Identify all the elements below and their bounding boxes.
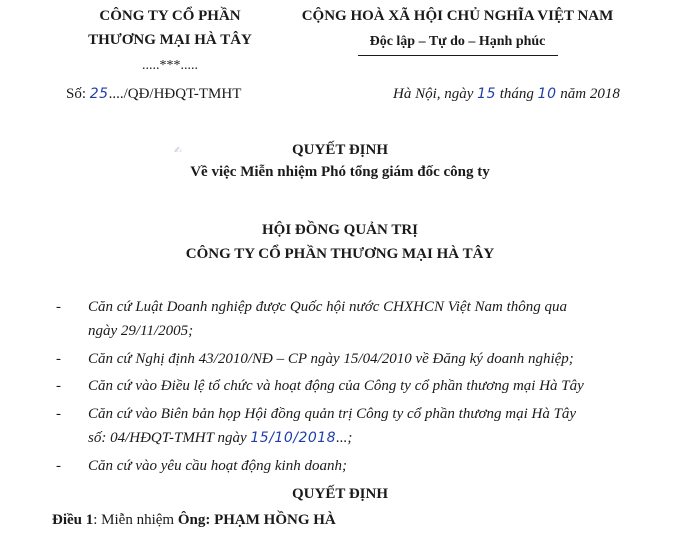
basis-dash-2: -	[56, 351, 61, 367]
company-name-line1: CÔNG TY CỔ PHẦN	[99, 8, 241, 24]
article-1-label: Điều 1	[52, 512, 94, 528]
motto-underline	[358, 55, 558, 56]
decision-subject: Về việc Miễn nhiệm Phó tổng giám đốc công ty	[190, 164, 490, 180]
article-1-target: Ông: PHẠM HỒNG HÀ	[177, 512, 336, 528]
basis-item-4-suffix: ...;	[336, 430, 353, 446]
basis-dash-1: -	[56, 299, 61, 315]
basis-item-4-prefix: số: 04/HĐQT-TMHT ngày	[88, 430, 251, 446]
date-year: năm 2018	[556, 86, 620, 102]
article-1-text: : Miễn nhiệm	[93, 512, 178, 528]
basis-dash-5: -	[56, 458, 61, 474]
basis-dash-4: -	[56, 406, 61, 422]
article-1	[52, 512, 336, 529]
faint-stamp-mark: ✍	[174, 146, 182, 156]
header-separator: .....***.....	[142, 58, 198, 73]
date-month-handwritten: 10	[537, 86, 557, 102]
decision-heading: QUYẾT ĐỊNH	[292, 486, 388, 502]
basis-item-1-line2: ngày 29/11/2005;	[88, 323, 194, 339]
board-company: CÔNG TY CỔ PHẦN THƯƠNG MẠI HÀ TÂY	[185, 246, 495, 262]
doc-number-suffix: ..../QĐ/HĐQT-TMHT	[108, 86, 242, 102]
document-number	[66, 86, 241, 103]
doc-number-handwritten: 25	[89, 86, 109, 102]
basis-item-5: Căn cứ vào yêu cầu hoạt động kinh doanh;	[88, 458, 347, 474]
decision-title: QUYẾT ĐỊNH	[292, 142, 388, 158]
date-month-prefix: tháng	[496, 86, 538, 102]
basis-dash-3: -	[56, 378, 61, 394]
doc-number-prefix: Số:	[66, 86, 90, 102]
basis-item-4-line2	[88, 430, 352, 447]
basis-item-1-line1: Căn cứ Luật Doanh nghiệp được Quốc hội nước CHXHCN Việt Nam thông qua	[88, 299, 567, 315]
basis-item-4-handwritten-date: 15/10/2018	[250, 430, 337, 446]
board-title: HỘI ĐỒNG QUẢN TRỊ	[262, 222, 418, 238]
company-name-line2: THƯƠNG MẠI HÀ TÂY	[88, 32, 252, 48]
date-day-handwritten: 15	[477, 86, 496, 102]
basis-item-3: Căn cứ vào Điều lệ tổ chức và hoạt động của Công ty cổ phần thương mại Hà Tây	[88, 378, 584, 394]
basis-item-4-line1: Căn cứ vào Biên bản họp Hội đồng quản trị Công ty cổ phần thương mại Hà Tây	[88, 406, 577, 422]
date-prefix: Hà Nội, ngày	[393, 86, 478, 102]
basis-item-2: Căn cứ Nghị định 43/2010/NĐ – CP ngày 15/04/2010 về Đăng ký doanh nghiệp;	[88, 351, 574, 367]
national-title: CỘNG HOÀ XÃ HỘI CHỦ NGHĨA VIỆT NAM	[301, 8, 614, 24]
document-date	[393, 86, 620, 103]
national-motto: Độc lập – Tự do – Hạnh phúc	[369, 34, 546, 49]
